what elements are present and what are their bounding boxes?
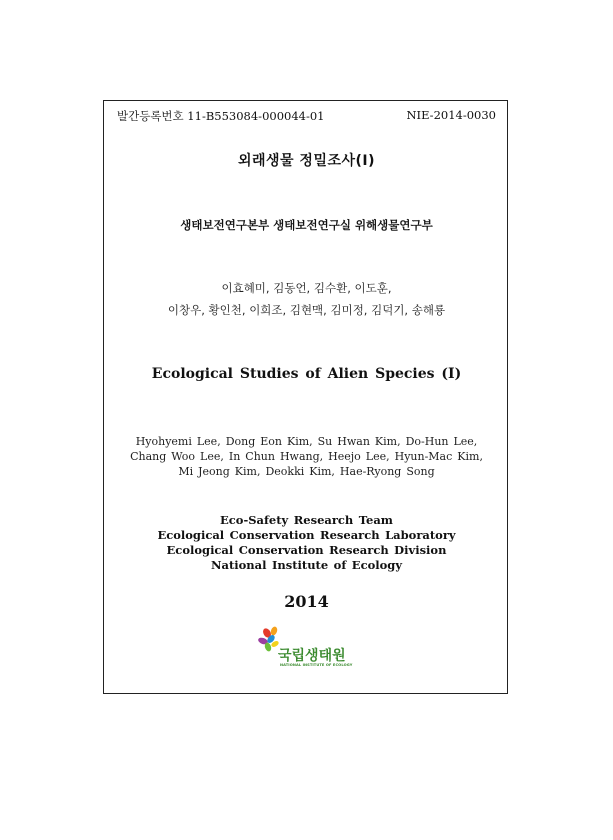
korean-organization: 생태보전연구본부 생태보전연구실 위해생물연구부	[180, 218, 433, 232]
english-authors-line-2: Chang Woo Lee, In Chun Hwang, Heejo Lee, Hyun-Mac Kim,	[130, 450, 483, 463]
publication-year: 2014	[284, 592, 329, 611]
english-authors-line-1: Hyohyemi Lee, Dong Eon Kim, Su Hwan Kim, Do-Hun Lee,	[135, 435, 478, 448]
logo-english-name: NATIONAL INSTITUTE OF ECOLOGY	[280, 663, 353, 667]
institute-logo	[258, 625, 368, 671]
institute-name: National Institute of Ecology	[210, 558, 403, 572]
division-name: Ecological Conservation Research Division	[166, 543, 447, 557]
laboratory-name: Ecological Conservation Research Laboratory	[157, 528, 456, 542]
report-code: NIE-2014-0030	[406, 108, 496, 122]
korean-authors-line-2: 이창우, 황인천, 이희조, 김현맥, 김미정, 김덕기, 송해룡	[167, 303, 446, 317]
english-authors-line-3: Mi Jeong Kim, Deokki Kim, Hae-Ryong Song	[178, 465, 435, 478]
logo-korean-name: 국립생태원	[278, 648, 346, 664]
english-title: Ecological Studies of Alien Species (Ⅰ)	[151, 366, 462, 382]
team-name: Eco-Safety Research Team	[220, 513, 393, 527]
korean-title: 외래생물 정밀조사(Ⅰ)	[237, 153, 376, 169]
registration-number: 발간등록번호 11-B553084-000044-01	[117, 109, 325, 123]
korean-authors-line-1: 이효혜미, 김동언, 김수환, 이도훈,	[221, 281, 392, 295]
